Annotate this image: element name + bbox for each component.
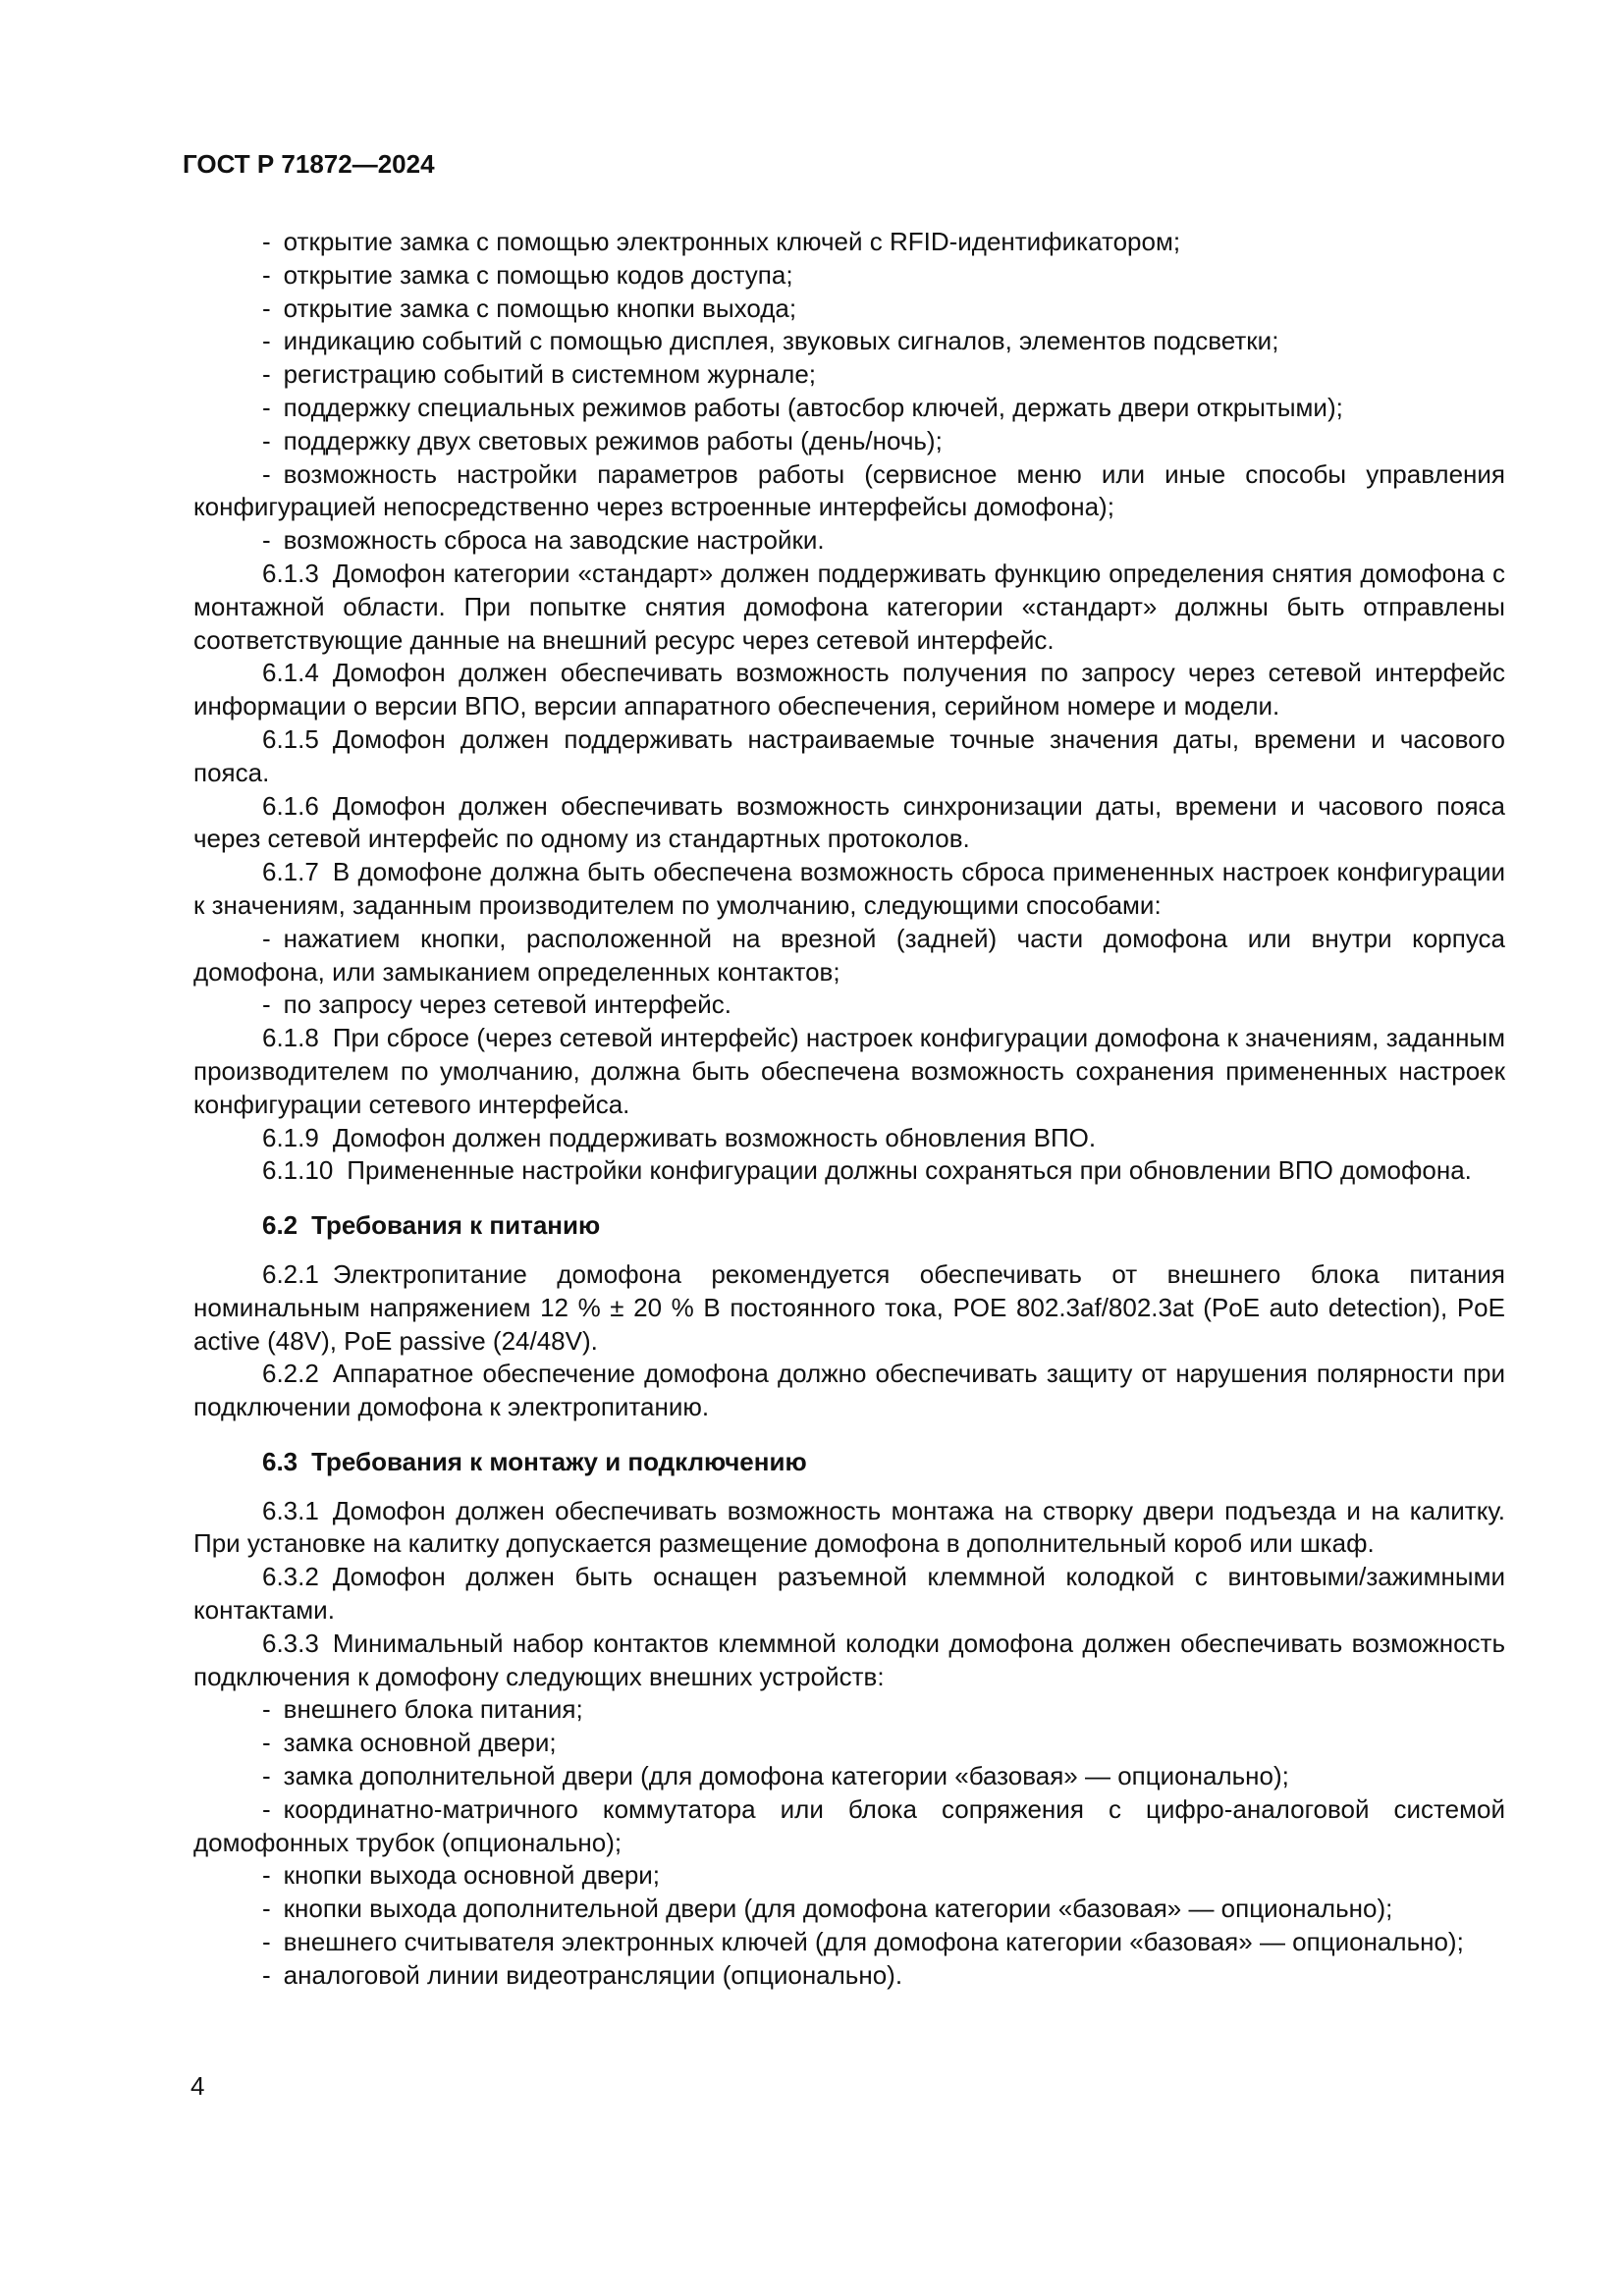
list-item xyxy=(193,358,1505,392)
clause-paragraph xyxy=(193,1628,1505,1694)
paragraph-text: поддержку двух световых режимов работы (день/ночь); xyxy=(283,425,943,455)
paragraph-text: открытие замка с помощью электронных ключей с RFID-идентификатором; xyxy=(283,227,1181,256)
clause-number: 6.1.9 xyxy=(262,1122,319,1152)
paragraph-text: При сбросе (через сетевой интерфейс) настроек конфигурации домофона к значениям, заданным производителем по умолчанию, должна быть обеспечена возможность сохранения примененных настроек конфигурации сетевого интерфейса. xyxy=(193,1023,1505,1119)
list-item xyxy=(193,1893,1505,1926)
list-item xyxy=(193,226,1505,259)
section-heading xyxy=(193,1209,1505,1243)
paragraph-text: возможность настройки параметров работы (сервисное меню или иные способы управления конфигурацией непосредственно через встроенные интерфейсы домофона); xyxy=(193,458,1505,522)
list-dash-marker: - xyxy=(262,1927,271,1957)
list-item xyxy=(193,923,1505,989)
clause-number: 6.3.3 xyxy=(262,1628,319,1658)
paragraph-text: внешнего считывателя электронных ключей (для домофона категории «базовая» — опционально); xyxy=(283,1927,1464,1957)
paragraph-text: возможность сброса на заводские настройки. xyxy=(283,525,825,556)
paragraph-text: Домофон должен быть оснащен разъемной клеммной колодкой с винтовыми/зажимными контактами. xyxy=(193,1562,1505,1626)
list-dash-marker: - xyxy=(262,458,271,489)
gost-standard-header: ГОСТ Р 71872—2024 xyxy=(183,149,435,179)
clause-paragraph xyxy=(193,1495,1505,1562)
paragraph-text: Домофон должен обеспечивать возможность синхронизации даты, времени и часового пояса через сетевой интерфейс по одному из стандартных протоколов. xyxy=(193,790,1505,854)
clause-number: 6.1.3 xyxy=(262,558,319,588)
paragraph-text: Требования к монтажу и подключению xyxy=(311,1446,807,1476)
clause-number: 6.2.1 xyxy=(262,1258,319,1289)
list-dash-marker: - xyxy=(262,1860,271,1891)
list-item xyxy=(193,1760,1505,1793)
paragraph-text: Домофон должен обеспечивать возможность получения по запросу через сетевой интерфейс информации о версии ВПО, версии аппаратного обеспечения, серийном номере и модели. xyxy=(193,658,1505,721)
list-dash-marker: - xyxy=(262,1728,271,1758)
clause-number: 6.1.8 xyxy=(262,1023,319,1053)
clause-paragraph xyxy=(193,1358,1505,1424)
list-dash-marker: - xyxy=(262,392,271,422)
clause-paragraph xyxy=(193,856,1505,923)
clause-number: 6.1.7 xyxy=(262,857,319,887)
clause-paragraph xyxy=(193,1154,1505,1188)
clause-number: 6.1.4 xyxy=(262,658,319,688)
clause-paragraph xyxy=(193,657,1505,723)
list-item xyxy=(193,293,1505,326)
clause-number: 6.1.6 xyxy=(262,790,319,821)
paragraph-text: Домофон должен поддерживать возможность обновления ВПО. xyxy=(332,1122,1097,1152)
list-item xyxy=(193,1859,1505,1893)
list-item xyxy=(193,325,1505,358)
list-item xyxy=(193,1793,1505,1860)
list-item xyxy=(193,524,1505,558)
list-dash-marker: - xyxy=(262,923,271,953)
list-dash-marker: - xyxy=(262,425,271,455)
list-dash-marker: - xyxy=(262,227,271,256)
paragraph-text: поддержку специальных режимов работы (автосбор ключей, держать двери открытыми); xyxy=(283,392,1343,422)
list-item xyxy=(193,988,1505,1022)
paragraph-text: кнопки выхода дополнительной двери (для домофона категории «базовая» — опционально); xyxy=(283,1894,1393,1924)
paragraph-text: Домофон должен поддерживать настраиваемые точные значения даты, времени и часового пояса. xyxy=(193,723,1505,787)
clause-number: 6.3.2 xyxy=(262,1562,319,1592)
list-dash-marker: - xyxy=(262,1793,271,1824)
clause-paragraph xyxy=(193,1122,1505,1155)
clause-paragraph xyxy=(193,558,1505,657)
paragraph-text: по запросу через сетевой интерфейс. xyxy=(283,989,731,1020)
paragraph-text: индикацию событий с помощью дисплея, звуковых сигналов, элементов подсветки; xyxy=(283,326,1279,356)
list-item xyxy=(193,1693,1505,1727)
clause-number: 6.2.2 xyxy=(262,1359,319,1389)
list-item xyxy=(193,1727,1505,1760)
clause-paragraph xyxy=(193,1258,1505,1358)
list-dash-marker: - xyxy=(262,1894,271,1924)
paragraph-text: замка основной двери; xyxy=(283,1728,557,1758)
list-dash-marker: - xyxy=(262,1761,271,1791)
section-heading xyxy=(193,1446,1505,1479)
list-dash-marker: - xyxy=(262,1694,271,1725)
clause-number: 6.1.10 xyxy=(262,1155,334,1186)
clause-number: 6.3 xyxy=(262,1446,298,1476)
paragraph-text: Аппаратное обеспечение домофона должно обеспечивать защиту от нарушения полярности при подключении домофона к электропитанию. xyxy=(193,1359,1505,1422)
clause-number: 6.3.1 xyxy=(262,1495,319,1525)
paragraph-text: открытие замка с помощью кнопки выхода; xyxy=(283,293,797,323)
paragraph-text: координатно-матричного коммутатора или блока сопряжения с цифро-аналоговой системой домофонных трубок (опционально); xyxy=(193,1793,1505,1857)
list-dash-marker: - xyxy=(262,1959,271,1990)
paragraph-text: Примененные настройки конфигурации должны сохраняться при обновлении ВПО домофона. xyxy=(347,1155,1472,1186)
paragraph-text: В домофоне должна быть обеспечена возможность сброса примененных настроек конфигурации к значениям, заданным производителем по умолчанию, следующими способами: xyxy=(193,857,1505,920)
clause-paragraph xyxy=(193,1022,1505,1121)
clause-number: 6.2 xyxy=(262,1210,298,1241)
list-item xyxy=(193,259,1505,293)
page-number: 4 xyxy=(190,2071,205,2101)
clause-paragraph xyxy=(193,1561,1505,1628)
paragraph-text: открытие замка с помощью кодов доступа; xyxy=(283,259,793,290)
list-dash-marker: - xyxy=(262,259,271,290)
paragraph-text: внешнего блока питания; xyxy=(283,1694,583,1725)
paragraph-text: Требования к питанию xyxy=(311,1210,601,1241)
document-body xyxy=(193,226,1505,1993)
paragraph-text: Домофон должен обеспечивать возможность монтажа на створку двери подъезда и на калитку. При установке на калитку допускается размещение домофона в дополнительный короб или шкаф. xyxy=(193,1495,1505,1559)
list-item xyxy=(193,1959,1505,1993)
paragraph-text: нажатием кнопки, расположенной на врезной (задней) части домофона или внутри корпуса домофона, или замыканием определенных контактов; xyxy=(193,923,1505,987)
clause-paragraph xyxy=(193,790,1505,857)
list-dash-marker: - xyxy=(262,293,271,323)
list-dash-marker: - xyxy=(262,989,271,1020)
paragraph-text: Минимальный набор контактов клеммной колодки домофона должен обеспечивать возможность подключения к домофону следующих внешних устройств: xyxy=(193,1628,1505,1691)
paragraph-text: аналоговой линии видеотрансляции (опционально). xyxy=(283,1959,903,1990)
paragraph-text: кнопки выхода основной двери; xyxy=(283,1860,661,1891)
list-dash-marker: - xyxy=(262,525,271,556)
paragraph-text: регистрацию событий в системном журнале; xyxy=(283,359,817,390)
clause-number: 6.1.5 xyxy=(262,723,319,754)
clause-paragraph xyxy=(193,723,1505,790)
list-item xyxy=(193,1926,1505,1959)
list-item xyxy=(193,458,1505,525)
list-dash-marker: - xyxy=(262,359,271,390)
list-item xyxy=(193,392,1505,425)
paragraph-text: Электропитание домофона рекомендуется обеспечивать от внешнего блока питания номинальным напряжением 12 % ± 20 % В постоянного тока, POE 802.3af/802.3at (PoE auto detection), PoE active (48V), PoE passive (24/48V). xyxy=(193,1258,1505,1356)
paragraph-text: Домофон категории «стандарт» должен поддерживать функцию определения снятия домофона с монтажной области. При попытке снятия домофона категории «стандарт» должны быть отправлены соответствующие данные на внешний ресурс через сетевой интерфейс. xyxy=(193,558,1505,655)
list-item xyxy=(193,425,1505,458)
list-dash-marker: - xyxy=(262,326,271,356)
paragraph-text: замка дополнительной двери (для домофона категории «базовая» — опционально); xyxy=(283,1761,1289,1791)
